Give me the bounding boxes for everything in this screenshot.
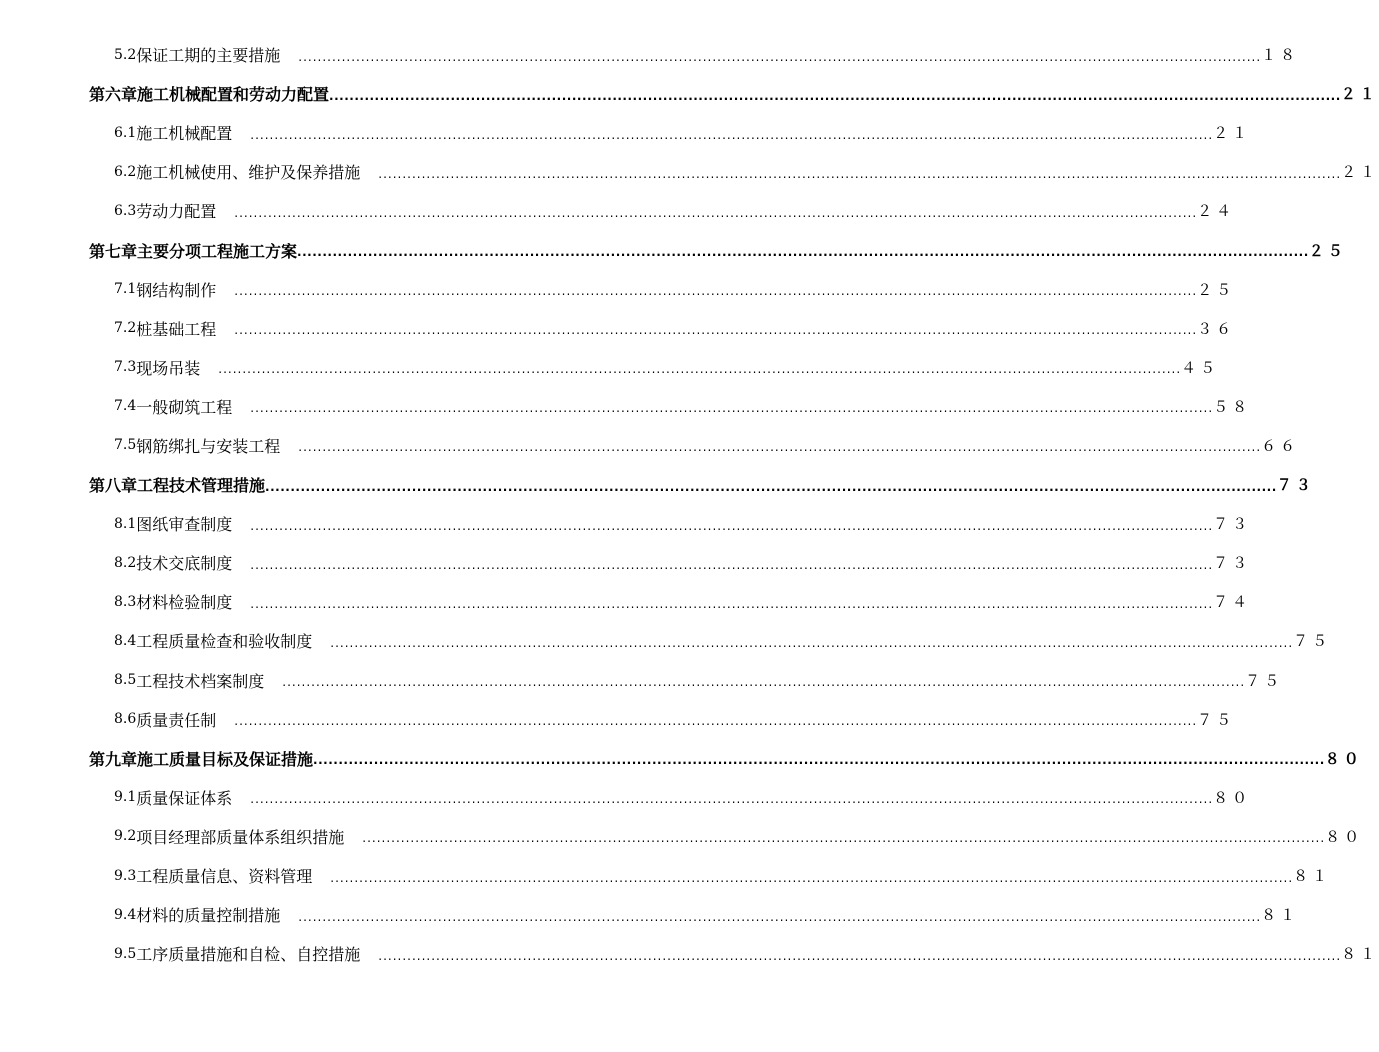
toc-section-entry[interactable] bbox=[0, 348, 1220, 387]
toc-entry-page-number: ６６ bbox=[1261, 436, 1300, 455]
dot-leader: ........................................................................................................................................................................................................ bbox=[250, 557, 1214, 572]
dot-leader: ........................................................................................................................................................................................................ bbox=[298, 440, 1262, 455]
toc-entry-number: 8.4 bbox=[114, 632, 137, 649]
toc-entry-title: 工程技术管理措施 bbox=[137, 476, 266, 496]
toc-entry-page-number: ７５ bbox=[1197, 710, 1236, 729]
toc-entry-title: 一般砌筑工程 bbox=[136, 397, 233, 417]
dot-leader: ........................................................................................................................................................................................................ bbox=[378, 166, 1342, 181]
toc-entry-number: 6.2 bbox=[114, 163, 137, 180]
toc-entry-number: 6.3 bbox=[114, 202, 137, 219]
toc-entry-number: 9.3 bbox=[114, 867, 137, 884]
toc-entry-page-number: ７５ bbox=[1293, 632, 1332, 651]
toc-entry-title: 材料检验制度 bbox=[136, 593, 233, 613]
dot-leader: ........................................................................................................................................................................................................ bbox=[250, 127, 1214, 142]
toc-entry-page-number: ２４ bbox=[1197, 202, 1236, 221]
dot-leader: ........................................................................................................................................................................................................ bbox=[378, 948, 1342, 963]
toc-entry-number: 7.5 bbox=[114, 437, 137, 454]
toc-entry-page-number: ２１ bbox=[1341, 163, 1379, 182]
toc-section-entry[interactable] bbox=[0, 778, 1252, 817]
toc-entry-number: 9.4 bbox=[114, 906, 137, 923]
toc-entry-number: 第九章 bbox=[89, 749, 138, 769]
toc-entry-number: 9.5 bbox=[114, 945, 137, 962]
toc-entry-number: 7.3 bbox=[114, 359, 137, 376]
toc-entry-number: 第七章 bbox=[89, 241, 138, 261]
toc-entry-title: 施工机械配置 bbox=[136, 124, 233, 144]
toc-section-entry[interactable] bbox=[0, 856, 1332, 895]
toc-entry-number: 8.3 bbox=[114, 593, 137, 610]
toc-entry-page-number: ２１ bbox=[1213, 124, 1252, 143]
dot-leader: ........................................................................................................................................................................................................ bbox=[313, 753, 1325, 768]
toc-entry-page-number: ８０ bbox=[1213, 788, 1252, 807]
toc-entry-page-number: ７４ bbox=[1213, 593, 1252, 612]
toc-entry-number: 8.1 bbox=[114, 515, 137, 532]
toc-entry-page-number: ７３ bbox=[1276, 476, 1315, 495]
dot-leader: ........................................................................................................................................................................................................ bbox=[282, 675, 1246, 690]
toc-entry-number: 第八章 bbox=[89, 476, 138, 496]
toc-section-entry[interactable] bbox=[0, 543, 1252, 582]
toc-chapter-entry[interactable] bbox=[0, 465, 1315, 504]
toc-section-entry[interactable] bbox=[0, 113, 1252, 152]
toc-entry-page-number: ４５ bbox=[1181, 358, 1220, 377]
toc-entry-title: 劳动力配置 bbox=[136, 202, 217, 222]
dot-leader: ........................................................................................................................................................................................................ bbox=[265, 479, 1277, 494]
dot-leader: ........................................................................................................................................................................................................ bbox=[362, 831, 1326, 846]
toc-entry-title: 主要分项工程施工方案 bbox=[137, 241, 298, 261]
toc-entry-title: 桩基础工程 bbox=[136, 319, 217, 339]
toc-entry-page-number: ７３ bbox=[1213, 554, 1252, 573]
toc-section-entry[interactable] bbox=[0, 309, 1236, 348]
toc-entry-number: 7.2 bbox=[114, 320, 137, 337]
toc-entry-title: 现场吊装 bbox=[136, 358, 201, 378]
dot-leader: ........................................................................................................................................................................................................ bbox=[298, 49, 1262, 64]
dot-leader: ........................................................................................................................................................................................................ bbox=[250, 792, 1214, 807]
toc-entry-page-number: ８０ bbox=[1325, 827, 1364, 846]
toc-entry-title: 工程技术档案制度 bbox=[136, 671, 265, 691]
toc-section-entry[interactable] bbox=[0, 426, 1300, 465]
toc-entry-number: 9.1 bbox=[114, 789, 137, 806]
dot-leader: ........................................................................................................................................................................................................ bbox=[298, 909, 1262, 924]
toc-chapter-entry[interactable] bbox=[0, 230, 1347, 269]
toc-entry-page-number: ８１ bbox=[1261, 906, 1300, 925]
toc-entry-title: 钢筋绑扎与安装工程 bbox=[136, 436, 281, 456]
toc-section-entry[interactable] bbox=[0, 661, 1284, 700]
toc-entry-title: 项目经理部质量体系组织措施 bbox=[136, 827, 345, 847]
toc-entry-title: 施工机械使用、维护及保养措施 bbox=[136, 163, 361, 183]
toc-section-entry[interactable] bbox=[0, 621, 1332, 660]
toc-entry-page-number: ７５ bbox=[1245, 671, 1284, 690]
dot-leader: ........................................................................................................................................................................................................ bbox=[218, 362, 1182, 377]
dot-leader: ........................................................................................................................................................................................................ bbox=[329, 88, 1341, 103]
toc-section-entry[interactable] bbox=[0, 582, 1252, 621]
toc-entry-page-number: ７３ bbox=[1213, 515, 1252, 534]
toc-chapter-entry[interactable] bbox=[0, 739, 1363, 778]
dot-leader: ........................................................................................................................................................................................................ bbox=[234, 714, 1198, 729]
toc-entry-title: 保证工期的主要措施 bbox=[136, 46, 281, 66]
toc-entry-title: 工程质量检查和验收制度 bbox=[136, 632, 313, 652]
toc-entry-title: 施工质量目标及保证措施 bbox=[137, 749, 314, 769]
toc-section-entry[interactable] bbox=[0, 191, 1236, 230]
toc-entry-page-number: ５８ bbox=[1213, 397, 1252, 416]
toc-entry-page-number: ８０ bbox=[1324, 749, 1363, 768]
toc-section-entry[interactable] bbox=[0, 934, 1379, 973]
dot-leader: ........................................................................................................................................................................................................ bbox=[250, 596, 1214, 611]
dot-leader: ........................................................................................................................................................................................................ bbox=[330, 635, 1294, 650]
toc-entry-title: 工程质量信息、资料管理 bbox=[136, 867, 313, 887]
toc-entry-number: 6.1 bbox=[114, 124, 137, 141]
toc-section-entry[interactable] bbox=[0, 504, 1252, 543]
toc-entry-number: 8.5 bbox=[114, 672, 137, 689]
dot-leader: ........................................................................................................................................................................................................ bbox=[297, 245, 1309, 260]
toc-entry-page-number: ２５ bbox=[1308, 241, 1347, 260]
toc-entry-title: 图纸审查制度 bbox=[136, 515, 233, 535]
toc-entry-number: 7.4 bbox=[114, 398, 137, 415]
toc-entry-page-number: ３６ bbox=[1197, 319, 1236, 338]
toc-entry-page-number: １８ bbox=[1261, 46, 1300, 65]
toc-entry-title: 质量保证体系 bbox=[136, 788, 233, 808]
toc-entry-number: 8.6 bbox=[114, 711, 137, 728]
toc-section-entry[interactable] bbox=[0, 270, 1236, 309]
toc-entry-number: 9.2 bbox=[114, 828, 137, 845]
toc-entry-page-number: ２５ bbox=[1197, 280, 1236, 299]
toc-entry-title: 质量责任制 bbox=[136, 710, 217, 730]
toc-section-entry[interactable] bbox=[0, 387, 1252, 426]
toc-entry-page-number: ８１ bbox=[1341, 945, 1379, 964]
dot-leader: ........................................................................................................................................................................................................ bbox=[234, 205, 1198, 220]
table-of-contents bbox=[0, 35, 1379, 973]
dot-leader: ........................................................................................................................................................................................................ bbox=[330, 870, 1294, 885]
toc-section-entry[interactable] bbox=[0, 895, 1300, 934]
toc-entry-page-number: ８１ bbox=[1293, 867, 1332, 886]
dot-leader: ........................................................................................................................................................................................................ bbox=[234, 284, 1198, 299]
toc-entry-page-number: ２１ bbox=[1340, 85, 1379, 104]
toc-chapter-entry[interactable] bbox=[0, 74, 1379, 113]
toc-entry-title: 材料的质量控制措施 bbox=[136, 906, 281, 926]
toc-section-entry[interactable] bbox=[0, 152, 1379, 191]
toc-entry-title: 工序质量措施和自检、自控措施 bbox=[136, 945, 361, 965]
toc-entry-number: 5.2 bbox=[114, 46, 137, 63]
toc-entry-number: 7.1 bbox=[114, 281, 137, 298]
dot-leader: ........................................................................................................................................................................................................ bbox=[250, 401, 1214, 416]
toc-entry-title: 技术交底制度 bbox=[136, 554, 233, 574]
toc-section-entry[interactable] bbox=[0, 700, 1236, 739]
toc-entry-title: 施工机械配置和劳动力配置 bbox=[137, 85, 330, 105]
toc-section-entry[interactable] bbox=[0, 35, 1300, 74]
dot-leader: ........................................................................................................................................................................................................ bbox=[250, 518, 1214, 533]
toc-section-entry[interactable] bbox=[0, 817, 1364, 856]
toc-entry-number: 第六章 bbox=[89, 85, 138, 105]
toc-entry-title: 钢结构制作 bbox=[136, 280, 217, 300]
dot-leader: ........................................................................................................................................................................................................ bbox=[234, 323, 1198, 338]
toc-entry-number: 8.2 bbox=[114, 554, 137, 571]
